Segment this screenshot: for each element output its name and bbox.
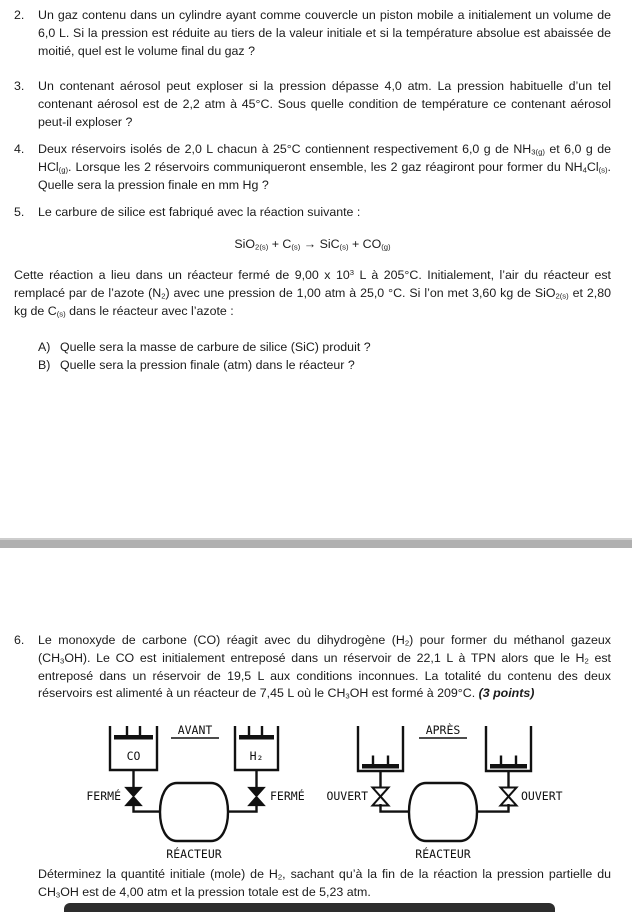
co-tank-piston-rods <box>127 726 140 735</box>
h2-tank-label: H₂ <box>249 749 264 763</box>
question-3-number: 3. <box>14 79 25 93</box>
right-open-valve-icon <box>501 788 517 806</box>
h2-tank <box>235 726 278 770</box>
apres-right-tank-piston <box>490 764 527 769</box>
question-6-text: Le monoxyde de carbone (CO) réagit avec du dihydrogène $(H_2)$ pour former du méthanol gazeux $(CH_3OH)$. Le CO est initialement entreposé dans un réservoir de 22,1 L à TPN alors que le $H_2$ est entreposé dans un réservoir de 19,5 L aux conditions inconnues. La totalité du contenu des deux réservoirs est alimenté à un réacteur de 7,45 L où le $CH_3OH$ est formé à 209°C. (3 points) <box>38 633 611 701</box>
subquestion-b <box>38 357 611 375</box>
right-closed-valve-icon <box>249 788 265 806</box>
page-separator <box>0 538 632 548</box>
left-open-valve-label: OUVERT <box>326 789 368 803</box>
left-closed-valve-label: FERMÉ <box>86 789 121 803</box>
co-tank <box>110 726 157 770</box>
apres-left-tank-piston <box>362 764 399 769</box>
co-tank-piston <box>114 735 153 740</box>
chemical-equation: $SiO_{2(s)} + C_{(s)} \to SiC_{(s)} + CO_{(g)}$ <box>234 237 391 252</box>
subquestion-a-label: A) <box>38 340 51 354</box>
apres-reactor <box>409 783 477 841</box>
question-4-text: Deux réservoirs isolés de 2,0 L chacun à 25°C contiennent respectivement 6,0 g de $NH_{3(g)}$ et 6,0 g de HCl$_{(g)}$. Lorsque les 2 réservoirs communiqueront ensemble, les 2 gaz réagiront pour former du $NH_4Cl_{(s)}$. Quelle sera la pression finale en mm Hg ? <box>38 142 611 192</box>
left-closed-valve-icon <box>126 788 142 806</box>
apres-left-tank-piston-rods <box>373 756 388 765</box>
question-4 <box>14 141 611 194</box>
question-3 <box>14 78 611 131</box>
closing-paragraph: Déterminez la quantité initiale (mole) de $H_2$, sachant qu’à la fin de la réaction la pression partielle du $CH_3OH$ est de 4,00 atm et la pression totale est de 5,23 atm. <box>38 867 611 900</box>
question-5 <box>14 204 611 222</box>
subquestion-b-text: Quelle sera la pression finale (atm) dans le réacteur ? <box>60 357 355 372</box>
subquestion-list <box>38 339 611 375</box>
right-closed-valve-label: FERMÉ <box>270 789 305 803</box>
left-open-valve-icon <box>373 788 389 806</box>
h2-tank-piston-rods <box>249 726 262 735</box>
subquestion-a-text: Quelle sera la masse de carbure de silice (SiC) produit ? <box>60 340 371 354</box>
question-3-text: Un contenant aérosol peut exploser si la pression dépasse 4,0 atm. La pression habituelle d’un tel contenant aérosol est de 2,2 atm à 45°C. Sous quelle condition de température ce contenant aérosol peut-il exploser ? <box>38 79 611 129</box>
right-open-valve-label: OUVERT <box>521 789 563 803</box>
question-6 <box>14 632 611 703</box>
h2-tank-piston <box>239 735 274 740</box>
subquestion-a <box>38 339 611 357</box>
question-5-text: Le carbure de silice est fabriqué avec la réaction suivante : <box>38 205 361 219</box>
avant-diagram <box>86 723 304 861</box>
question-5-number: 5. <box>14 205 25 219</box>
question-5-paragraph: Cette réaction a lieu dans un réacteur fermé de 9,00 x $10^3$ L à 205°C. Initialement, l’air du réacteur est remplacé par de l’azote $(N_2)$ avec une pression de 1,00 atm à 25,0 °C. Si l’on met 3,60 kg de SiO$_{2(s)}$ et 2,80 kg de $C_{(s)}$ dans le réacteur avec l’azote : <box>14 268 611 319</box>
question-6-number: 6. <box>14 633 25 647</box>
apres-diagram <box>326 722 562 861</box>
question-2-number: 2. <box>14 8 25 22</box>
apres-reactor-label: RÉACTEUR <box>415 847 471 861</box>
apparatus-diagram <box>0 713 632 868</box>
question-4-number: 4. <box>14 142 25 156</box>
co-tank-label: CO <box>126 749 141 763</box>
avant-reactor <box>160 783 228 841</box>
avant-reactor-label: RÉACTEUR <box>166 847 222 861</box>
apres-title: APRÈS <box>425 723 461 737</box>
subquestion-b-label: B) <box>38 357 51 372</box>
apres-right-tank-piston-rods <box>501 756 516 765</box>
question-2 <box>14 7 611 60</box>
avant-title: AVANT <box>177 723 213 737</box>
question-2-text: Un gaz contenu dans un cylindre ayant comme couvercle un piston mobile a initialement un volume de 6,0 L. Si la pression est réduite au tiers de la valeur initiale et si la température absolue est abaissée de moitié, quel est le volume final du gaz ? <box>38 8 611 58</box>
